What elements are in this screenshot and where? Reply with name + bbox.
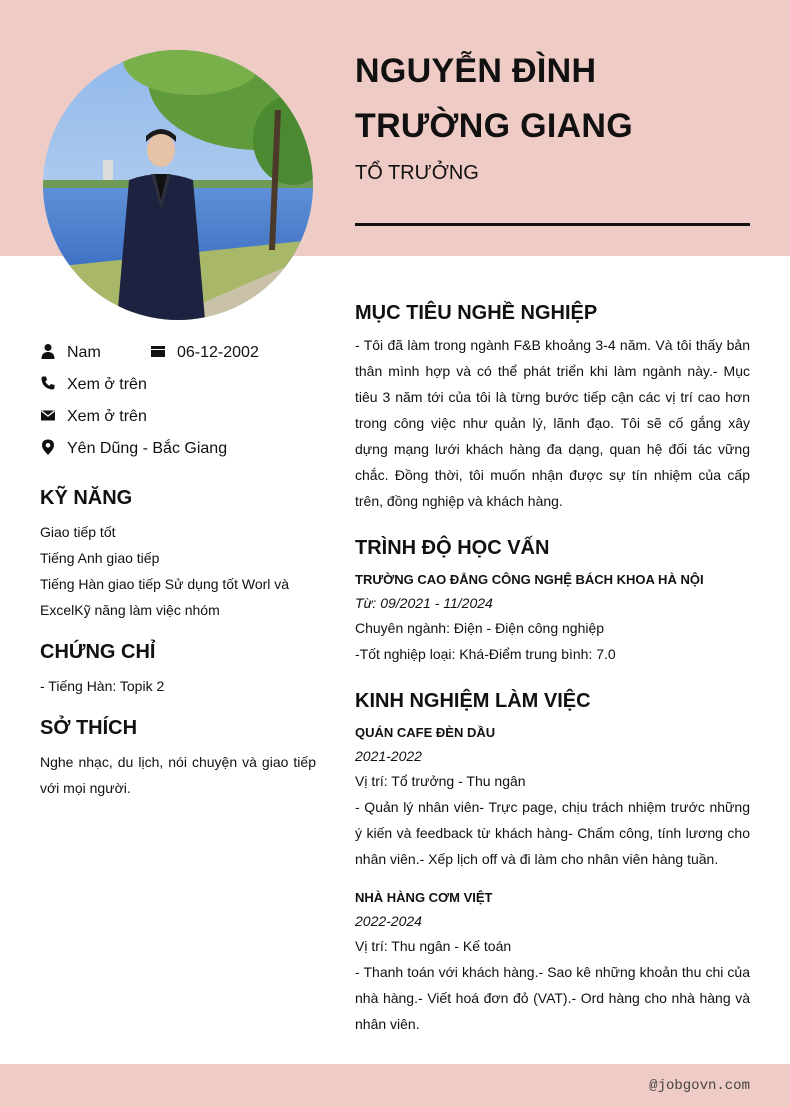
job-period: 2022-2024 — [355, 913, 422, 929]
job-position: Vị trí: Tổ trưởng - Thu ngân — [355, 773, 526, 789]
education-school: TRƯỜNG CAO ĐẲNG CÔNG NGHỆ BÁCH KHOA HÀ NỘI — [355, 572, 704, 587]
objective-title: MỤC TIÊU NGHỀ NGHIỆP — [355, 302, 598, 324]
email-text: Xem ở trên — [67, 408, 147, 425]
candidate-role: TỔ TRƯỞNG — [355, 162, 479, 184]
user-icon — [40, 343, 56, 359]
gender-text: Nam — [67, 344, 101, 361]
job-period: 2021-2022 — [355, 748, 422, 764]
hobbies-title: SỞ THÍCH — [40, 717, 138, 739]
experience-title: KINH NGHIỆM LÀM VIỆC — [355, 690, 591, 712]
skill-item: Tiếng Hàn giao tiếp Sử dụng tốt Worl và — [40, 576, 290, 592]
skill-item: Tiếng Anh giao tiếp — [40, 550, 160, 566]
objective-text: - Tôi đã làm trong ngành F&B khoảng 3-4 năm. Và tôi thấy bản thân mình hợp và có thể phát triển khi làm ngành này.- Mục tiêu 3 năm tới của tôi là từng bước tiếp cận các vị trí cao hơn trong công việc như quản lý, lãnh đạo. Tôi sẽ cố gắng xây dựng mạng lưới khách hàng đa dạng, quan hệ đối tác vững chắc. Đồng thời, tôi muốn nhận được sự tín nhiệm của cấp trên, đồng nghiệp và khách hàng. — [355, 337, 750, 509]
education-period: Từ: 09/2021 - 11/2024 — [355, 595, 493, 611]
contact-email — [40, 405, 147, 429]
skill-item: Giao tiếp tốt — [40, 524, 116, 540]
calendar-icon — [150, 343, 166, 359]
mail-icon — [40, 407, 56, 423]
job-description: - Thanh toán với khách hàng.- Sao kê những khoản thu chi của nhà hàng.- Viết hoá đơn đỏ (VAT).- Ord hàng cho nhà hàng và nhân viên. — [355, 964, 750, 1032]
education-title: TRÌNH ĐỘ HỌC VẤN — [355, 537, 550, 559]
birthdate-text: 06-12-2002 — [177, 344, 259, 361]
skills-list — [40, 519, 330, 623]
job-description: - Quản lý nhân viên- Trực page, chịu trách nhiệm trước những ý kiến và feedback từ khách hàng- Chấm công, tính lương cho nhân viên.- Xếp lịch off và đi làm cho nhân viên hàng tuần. — [355, 799, 750, 867]
hobbies-text: Nghe nhạc, du lịch, nói chuyện và giao tiếp với mọi người. — [40, 754, 316, 796]
address-text: Yên Dũng - Bắc Giang — [67, 440, 228, 457]
phone-text: Xem ở trên — [67, 376, 147, 393]
contact-address — [40, 437, 227, 461]
job-company: NHÀ HÀNG CƠM VIỆT — [355, 890, 493, 905]
contact-phone — [40, 373, 147, 397]
certificates-text: - Tiếng Hàn: Topik 2 — [40, 678, 165, 694]
education-major: Chuyên ngành: Điện - Điện công nghiệp — [355, 620, 605, 636]
watermark: @jobgovn.com — [649, 1078, 750, 1094]
education-grade: -Tốt nghiệp loại: Khá-Điểm trung bình: 7.0 — [355, 646, 616, 662]
contact-gender — [40, 341, 101, 365]
title-divider — [355, 223, 750, 226]
skills-title: KỸ NĂNG — [40, 487, 133, 509]
candidate-name: NGUYỄN ĐÌNH TRƯỜNG GIANG — [355, 52, 634, 145]
job-company: QUÁN CAFE ĐÈN DẦU — [355, 725, 496, 740]
location-icon — [40, 439, 56, 455]
phone-icon — [40, 375, 56, 391]
job-position: Vị trí: Thu ngân - Kế toán — [355, 938, 512, 954]
profile-photo — [43, 50, 313, 320]
contact-birthdate — [150, 341, 259, 365]
skill-item: ExcelKỹ năng làm việc nhóm — [40, 602, 220, 618]
certificates-title: CHỨNG CHỈ — [40, 641, 156, 663]
